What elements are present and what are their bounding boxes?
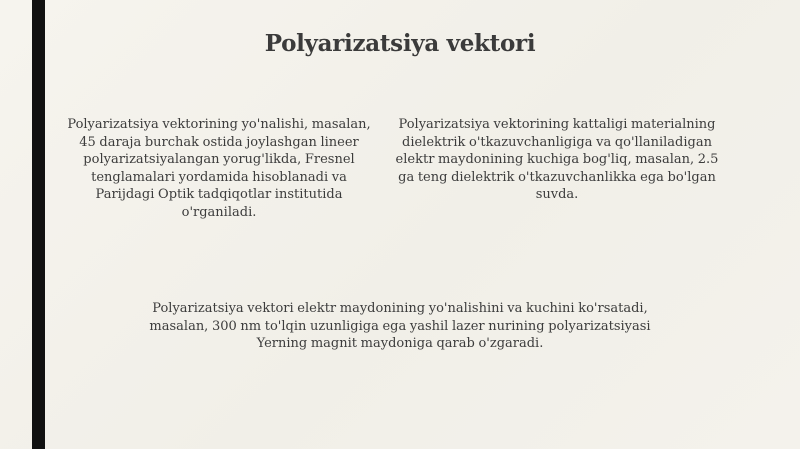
paragraph-right: Polyarizatsiya vektorining kattaligi materialning dielektrik o'tkazuvchanligiga va qo'llaniladigan elektr maydonining kuchiga bog'liq, masalan, 2.5 ga teng dielektrik o'tkazuvchanlikka ega bo'lgan suvda. xyxy=(395,117,719,202)
slide-title: Polyarizatsiya vektori xyxy=(264,30,536,57)
paragraph-left: Polyarizatsiya vektorining yo'nalishi, masalan, 45 daraja burchak ostida joylashgan lineer polyarizatsiyalangan yorug'likda, Fresnel tenglamalari yordamida hisoblanadi va Parijdagi Optik tadqiqotlar institutida o'rganiladi. xyxy=(67,117,371,220)
left-accent-bar xyxy=(32,0,45,449)
paragraph-bottom: Polyarizatsiya vektori elektr maydonining yo'nalishini va kuchini ko'rsatadi, masalan, 300 nm to'lqin uzunligiga ega yashil lazer nurining polyarizatsiyasi Yerning magnit maydoniga qarab o'zgaradi. xyxy=(149,301,651,351)
